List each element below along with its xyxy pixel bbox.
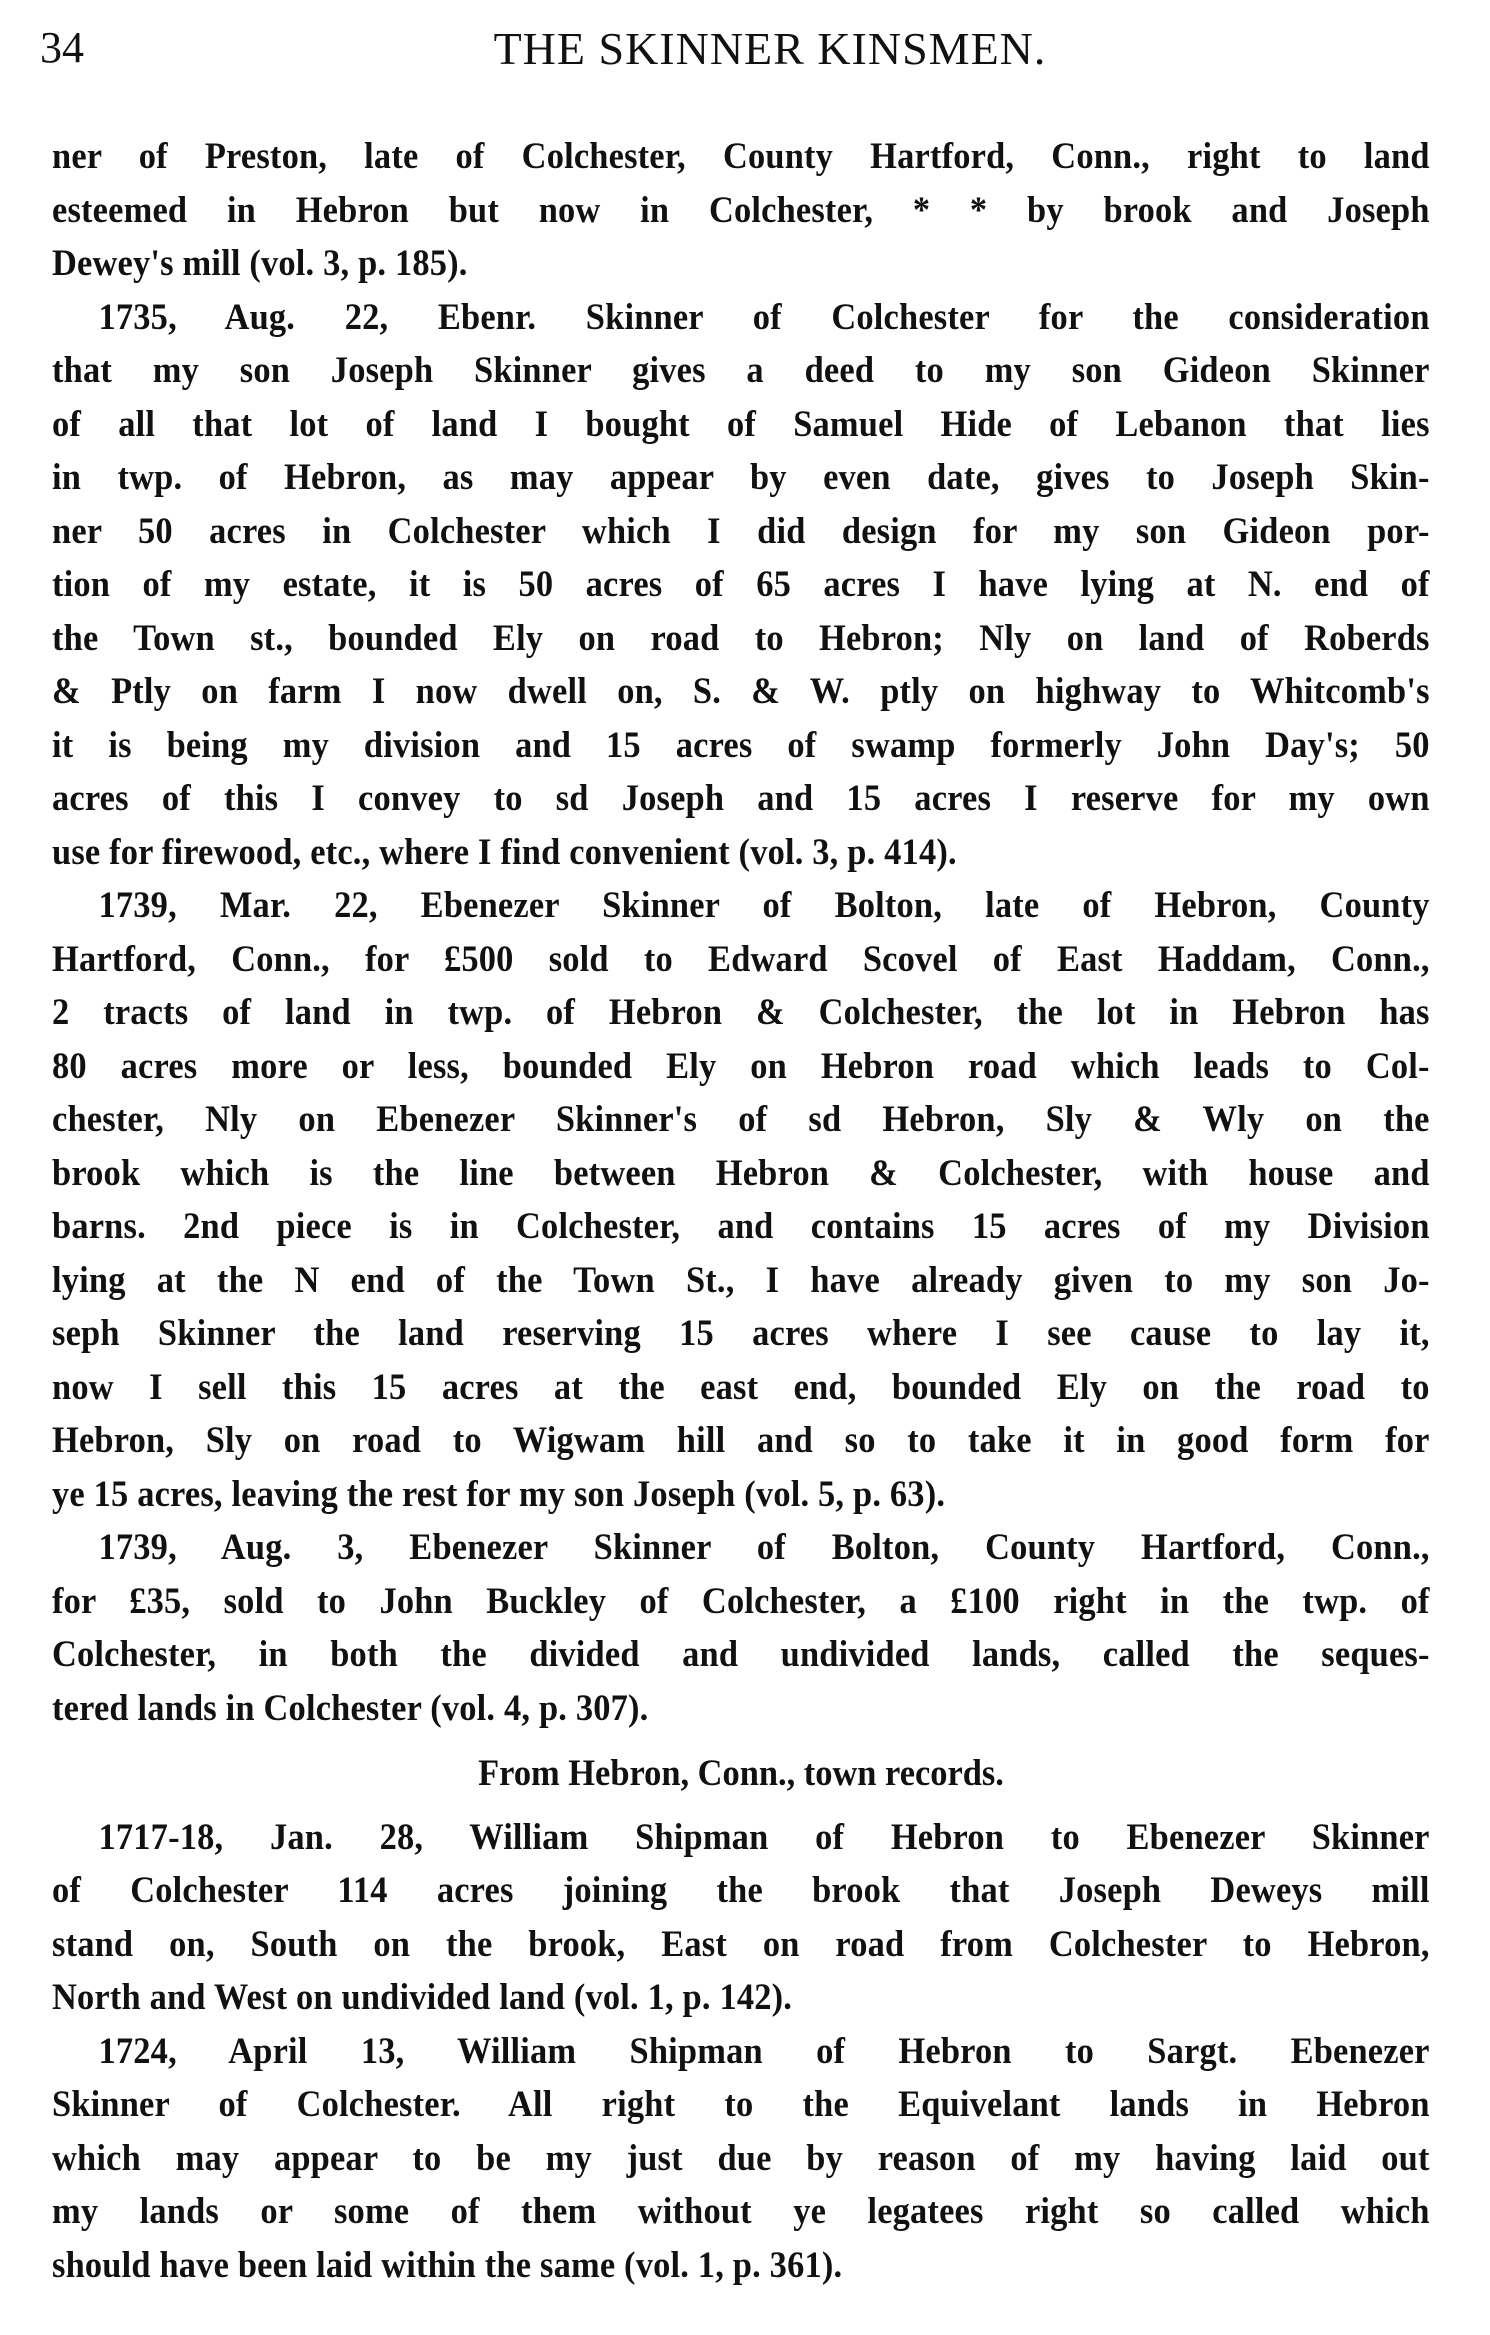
section-heading: From Hebron, Conn., town records. (478, 1753, 1004, 1794)
text-line: 1739, Aug. 3, Ebenezer Skinner of Bolton, County Hartford, Conn., (98, 1527, 1430, 1568)
text-line: ner of Preston, late of Colchester, County Hartford, Conn., right to land (52, 136, 1430, 177)
text-line: lying at the N end of the Town St., I have already given to my son Jo- (52, 1259, 1430, 1301)
text-line: for £35, sold to John Buckley of Colchester, a £100 right in the twp. of (52, 1580, 1430, 1622)
page-body (52, 130, 1430, 2292)
paragraph (52, 879, 1430, 1521)
text-line: ye 15 acres, leaving the rest for my son Joseph (vol. 5, p. 63). (52, 1473, 946, 1515)
paragraph (52, 1811, 1430, 2025)
text-line: acres of this I convey to sd Joseph and 15 acres I reserve for my own (52, 778, 1430, 819)
paragraph (52, 2025, 1430, 2293)
text-line: stand on, South on the brook, East on road from Colchester to Hebron, (52, 1923, 1430, 1965)
paragraph (52, 130, 1430, 291)
text-line: North and West on undivided land (vol. 1, p. 142). (52, 1977, 793, 2018)
text-line: in twp. of Hebron, as may appear by even date, gives to Joseph Skin- (52, 457, 1430, 498)
text-line: my lands or some of them without ye legatees right so called which (52, 2191, 1430, 2232)
text-line: 1735, Aug. 22, Ebenr. Skinner of Colchester for the consideration (98, 296, 1430, 338)
running-title: THE SKINNER KINSMEN. (493, 23, 1047, 74)
text-line: Colchester, in both the divided and undivided lands, called the seques- (52, 1634, 1430, 1675)
text-line: Dewey's mill (vol. 3, p. 185). (52, 243, 468, 284)
text-line: barns. 2nd piece is in Colchester, and contains 15 acres of my Division (52, 1206, 1430, 1247)
paragraph (52, 291, 1430, 880)
text-line: Hebron, Sly on road to Wigwam hill and so to take it in good form for (52, 1420, 1430, 1461)
text-line: 2 tracts of land in twp. of Hebron & Colchester, the lot in Hebron has (52, 992, 1430, 1033)
text-line: 1724, April 13, William Shipman of Hebron to Sargt. Ebenezer (98, 2030, 1430, 2072)
page-number: 34 (40, 23, 84, 72)
text-line: tion of my estate, it is 50 acres of 65 acres I have lying at N. end of (52, 564, 1430, 605)
text-line: Skinner of Colchester. All right to the Equivelant lands in Hebron (52, 2084, 1430, 2125)
text-line: which may appear to be my just due by reason of my having laid out (52, 2137, 1430, 2179)
text-line: brook which is the line between Hebron & Colchester, with house and (52, 1152, 1430, 1194)
text-line: 80 acres more or less, bounded Ely on Hebron road which leads to Col- (52, 1045, 1430, 1087)
text-line: 1739, Mar. 22, Ebenezer Skinner of Bolton, late of Hebron, County (98, 885, 1430, 926)
text-line: of Colchester 114 acres joining the brook that Joseph Deweys mill (52, 1870, 1430, 1911)
text-line: chester, Nly on Ebenezer Skinner's of sd Hebron, Sly & Wly on the (52, 1099, 1430, 1140)
text-line: Hartford, Conn., for £500 sold to Edward Scovel of East Haddam, Conn., (52, 938, 1430, 980)
text-line: that my son Joseph Skinner gives a deed to my son Gideon Skinner (52, 350, 1430, 391)
text-line: the Town st., bounded Ely on road to Hebron; Nly on land of Roberds (52, 617, 1430, 659)
text-line: use for firewood, etc., where I find convenient (vol. 3, p. 414). (52, 831, 957, 873)
text-line: of all that lot of land I bought of Samuel Hide of Lebanon that lies (52, 403, 1430, 445)
text-line: now I sell this 15 acres at the east end, bounded Ely on the road to (52, 1366, 1430, 1408)
text-line: it is being my division and 15 acres of swamp formerly John Day's; 50 (52, 724, 1430, 766)
text-line: seph Skinner the land reserving 15 acres where I see cause to lay it, (52, 1313, 1430, 1354)
page-header (40, 22, 1440, 82)
text-line: esteemed in Hebron but now in Colchester, * * by brook and Joseph (52, 189, 1430, 231)
text-line: tered lands in Colchester (vol. 4, p. 307). (52, 1687, 649, 1729)
text-line: 1717-18, Jan. 28, William Shipman of Hebron to Ebenezer Skinner (98, 1816, 1430, 1858)
text-line: should have been laid within the same (vol. 1, p. 361). (52, 2244, 843, 2286)
text-line: & Ptly on farm I now dwell on, S. & W. ptly on highway to Whitcomb's (52, 671, 1430, 712)
text-line: ner 50 acres in Colchester which I did design for my son Gideon por- (52, 510, 1430, 552)
paragraph (52, 1521, 1430, 1735)
